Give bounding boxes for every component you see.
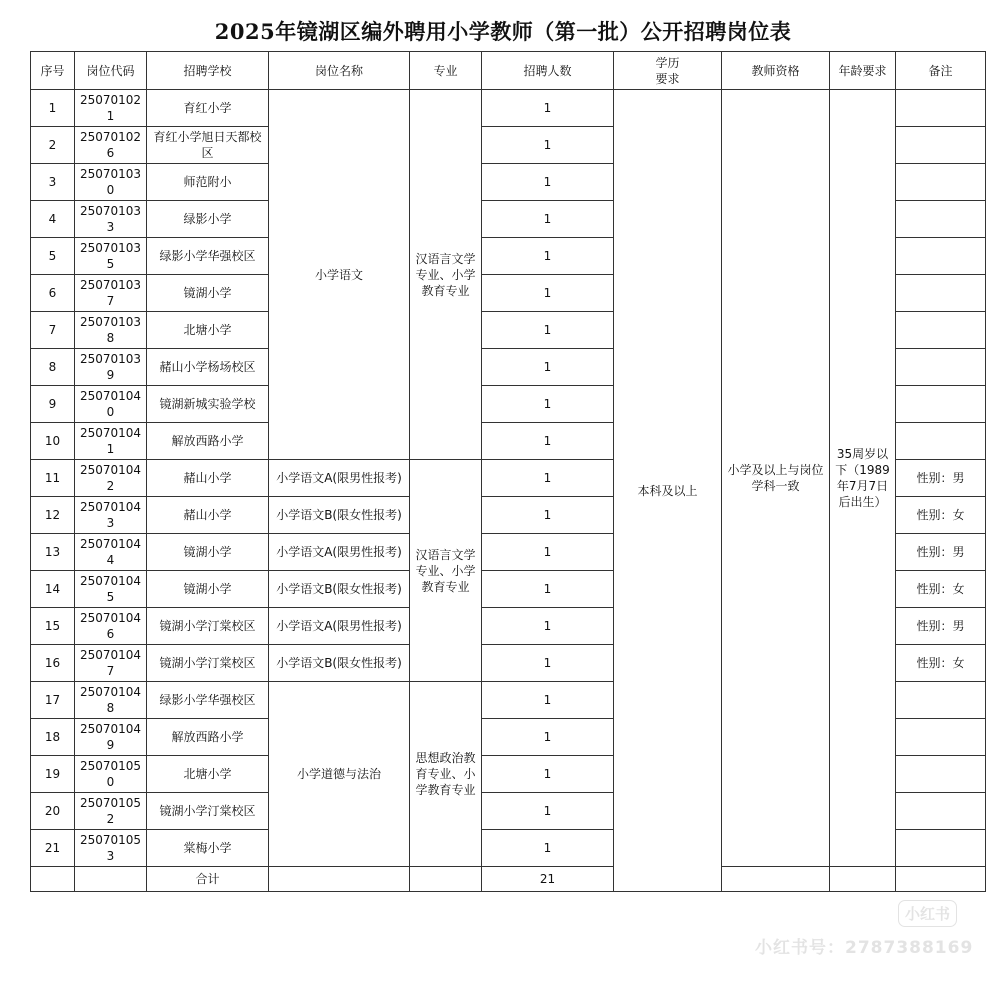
header-code: 岗位代码 <box>75 52 147 90</box>
row-count: 1 <box>482 423 614 460</box>
row-count: 1 <box>482 682 614 719</box>
row-seq: 20 <box>31 793 75 830</box>
total-empty-note <box>896 867 986 892</box>
header-age: 年龄要求 <box>830 52 896 90</box>
row-note <box>896 275 986 312</box>
row-school: 镜湖小学汀棠校区 <box>147 793 269 830</box>
row-code: 250701040 <box>75 386 147 423</box>
row-seq: 9 <box>31 386 75 423</box>
row-code: 250701039 <box>75 349 147 386</box>
row-seq: 13 <box>31 534 75 571</box>
row-count: 1 <box>482 164 614 201</box>
row-note: 性别：男 <box>896 608 986 645</box>
row-code: 250701046 <box>75 608 147 645</box>
row-seq: 12 <box>31 497 75 534</box>
row-school: 镜湖小学汀棠校区 <box>147 608 269 645</box>
row-seq: 18 <box>31 719 75 756</box>
row-note <box>896 830 986 867</box>
row-seq: 17 <box>31 682 75 719</box>
row-note <box>896 238 986 275</box>
row-seq: 4 <box>31 201 75 238</box>
row-seq: 14 <box>31 571 75 608</box>
row-count: 1 <box>482 793 614 830</box>
total-empty-code <box>75 867 147 892</box>
row-note: 性别：女 <box>896 571 986 608</box>
row-seq: 16 <box>31 645 75 682</box>
row-count: 1 <box>482 534 614 571</box>
total-empty-position <box>269 867 410 892</box>
row-code: 250701045 <box>75 571 147 608</box>
row-school: 北塘小学 <box>147 312 269 349</box>
header-major: 专业 <box>410 52 482 90</box>
row-seq: 1 <box>31 90 75 127</box>
row-seq: 8 <box>31 349 75 386</box>
row-count: 1 <box>482 830 614 867</box>
row-count: 1 <box>482 201 614 238</box>
row-seq: 11 <box>31 460 75 497</box>
row-note <box>896 793 986 830</box>
row-school: 解放西路小学 <box>147 423 269 460</box>
row-school: 绿影小学 <box>147 201 269 238</box>
row-code: 250701030 <box>75 164 147 201</box>
row-school: 镜湖小学 <box>147 275 269 312</box>
row-position: 小学语文B(限女性报考) <box>269 571 410 608</box>
row-note: 性别：女 <box>896 497 986 534</box>
row-school: 绿影小学华强校区 <box>147 682 269 719</box>
major-group-1: 汉语言文学专业、小学教育专业 <box>410 90 482 460</box>
row-seq: 19 <box>31 756 75 793</box>
header-row <box>31 52 986 90</box>
row-school: 绿影小学华强校区 <box>147 238 269 275</box>
row-code: 250701033 <box>75 201 147 238</box>
row-note: 性别：男 <box>896 460 986 497</box>
row-code: 250701053 <box>75 830 147 867</box>
header-seq: 序号 <box>31 52 75 90</box>
row-code: 250701043 <box>75 497 147 534</box>
total-count: 21 <box>482 867 614 892</box>
row-count: 1 <box>482 756 614 793</box>
row-code: 250701035 <box>75 238 147 275</box>
row-code: 250701042 <box>75 460 147 497</box>
header-qualification: 教师资格 <box>722 52 830 90</box>
row-count: 1 <box>482 127 614 164</box>
row-school: 赭山小学 <box>147 460 269 497</box>
row-note <box>896 90 986 127</box>
row-position: 小学语文A(限男性报考) <box>269 608 410 645</box>
row-note <box>896 164 986 201</box>
row-school: 赭山小学 <box>147 497 269 534</box>
row-seq: 3 <box>31 164 75 201</box>
page-title: 2025年镜湖区编外聘用小学教师（第一批）公开招聘岗位表 <box>214 19 792 44</box>
row-count: 1 <box>482 90 614 127</box>
row-count: 1 <box>482 460 614 497</box>
row-seq: 7 <box>31 312 75 349</box>
row-school: 镜湖新城实验学校 <box>147 386 269 423</box>
row-school: 镜湖小学 <box>147 534 269 571</box>
row-code: 250701052 <box>75 793 147 830</box>
row-code: 250701049 <box>75 719 147 756</box>
row-count: 1 <box>482 719 614 756</box>
row-school: 镜湖小学 <box>147 571 269 608</box>
row-school: 育红小学 <box>147 90 269 127</box>
row-count: 1 <box>482 386 614 423</box>
row-seq: 21 <box>31 830 75 867</box>
row-count: 1 <box>482 571 614 608</box>
total-label: 合计 <box>147 867 269 892</box>
watermark-logo: 小红书 <box>898 900 957 927</box>
major-group-2: 汉语言文学专业、小学教育专业 <box>410 460 482 682</box>
row-note <box>896 682 986 719</box>
education-requirement: 本科及以上 <box>614 90 722 892</box>
row-code: 250701050 <box>75 756 147 793</box>
row-code: 250701038 <box>75 312 147 349</box>
watermark-text: 小红书号：2787388169 <box>755 938 974 958</box>
row-count: 1 <box>482 645 614 682</box>
total-empty-age <box>830 867 896 892</box>
row-note <box>896 719 986 756</box>
row-code: 250701047 <box>75 645 147 682</box>
row-note <box>896 127 986 164</box>
row-school: 镜湖小学汀棠校区 <box>147 645 269 682</box>
row-note <box>896 386 986 423</box>
row-seq: 5 <box>31 238 75 275</box>
row-count: 1 <box>482 608 614 645</box>
teacher-qualification: 小学及以上与岗位学科一致 <box>722 90 830 867</box>
header-school: 招聘学校 <box>147 52 269 90</box>
row-count: 1 <box>482 497 614 534</box>
header-note: 备注 <box>896 52 986 90</box>
recruitment-table <box>30 51 986 892</box>
row-position: 小学语文A(限男性报考) <box>269 534 410 571</box>
row-school: 师范附小 <box>147 164 269 201</box>
row-note <box>896 312 986 349</box>
row-school: 解放西路小学 <box>147 719 269 756</box>
row-note <box>896 349 986 386</box>
row-count: 1 <box>482 349 614 386</box>
row-school: 育红小学旭日天都校区 <box>147 127 269 164</box>
row-count: 1 <box>482 312 614 349</box>
row-school: 北塘小学 <box>147 756 269 793</box>
row-code: 250701026 <box>75 127 147 164</box>
row-position: 小学语文B(限女性报考) <box>269 497 410 534</box>
row-code: 250701021 <box>75 90 147 127</box>
row-position: 小学语文B(限女性报考) <box>269 645 410 682</box>
row-code: 250701037 <box>75 275 147 312</box>
header-count: 招聘人数 <box>482 52 614 90</box>
row-count: 1 <box>482 238 614 275</box>
row-note <box>896 423 986 460</box>
row-position: 小学语文A(限男性报考) <box>269 460 410 497</box>
row-school: 棠梅小学 <box>147 830 269 867</box>
row-note: 性别：女 <box>896 645 986 682</box>
header-position: 岗位名称 <box>269 52 410 90</box>
row-seq: 10 <box>31 423 75 460</box>
total-row <box>31 867 986 892</box>
row-code: 250701044 <box>75 534 147 571</box>
total-empty-major <box>410 867 482 892</box>
position-group-chinese: 小学语文 <box>269 90 410 460</box>
table-row <box>31 90 986 127</box>
total-empty-seq <box>31 867 75 892</box>
row-count: 1 <box>482 275 614 312</box>
row-seq: 15 <box>31 608 75 645</box>
row-note: 性别：男 <box>896 534 986 571</box>
row-code: 250701048 <box>75 682 147 719</box>
row-seq: 6 <box>31 275 75 312</box>
header-education: 学历要求 <box>614 52 722 90</box>
age-requirement: 35周岁以下（1989年7月7日后出生） <box>830 90 896 867</box>
row-note <box>896 201 986 238</box>
row-seq: 2 <box>31 127 75 164</box>
total-empty-qualification <box>722 867 830 892</box>
row-school: 赭山小学杨场校区 <box>147 349 269 386</box>
major-group-3: 思想政治教育专业、小学教育专业 <box>410 682 482 867</box>
row-note <box>896 756 986 793</box>
row-code: 250701041 <box>75 423 147 460</box>
position-group-morality: 小学道德与法治 <box>269 682 410 867</box>
